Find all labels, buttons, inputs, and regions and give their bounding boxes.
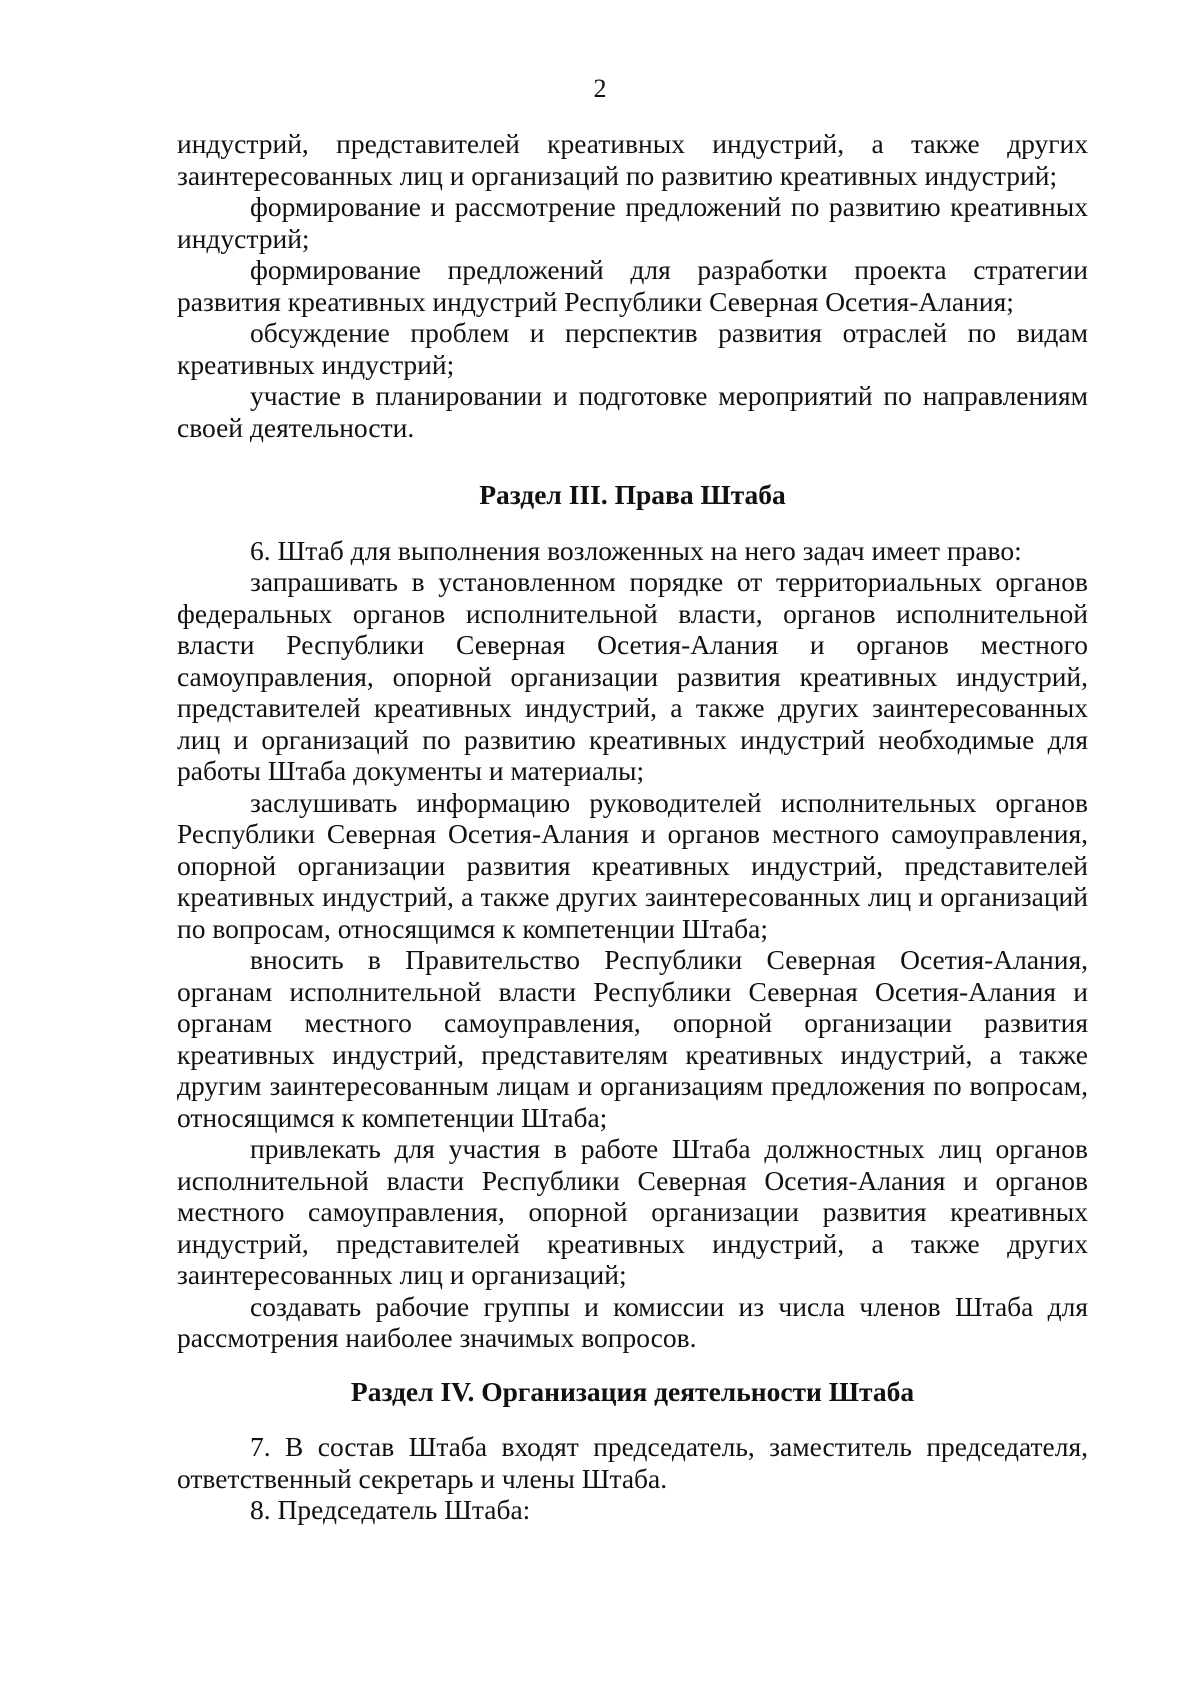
paragraph: индустрий, представителей креативных индустрий, а также других заинтересованных лиц и организаций по развитию креативных индустрий; [177, 128, 1088, 191]
paragraph: 6. Штаб для выполнения возложенных на него задач имеет право: [250, 534, 1022, 566]
page-number: 2 [593, 74, 607, 103]
paragraph: формирование и рассмотрение предложений по развитию креативных индустрий; [177, 191, 1088, 254]
paragraph: заслушивать информацию руководителей исполнительных органов Республики Северная Осетия-Алания и органов местного самоуправления, опорной организации развития креативных индустрий, представителей креативных индустрий, а также других заинтересованных лиц и организаций по вопросам, относящимся к компетенции Штаба; [177, 786, 1088, 944]
paragraph: формирование предложений для разработки проекта стратегии развития креативных индустрий Республики Северная Осетия-Алания; [177, 254, 1088, 317]
section-heading: Раздел III. Права Штаба [479, 479, 786, 510]
paragraph: вносить в Правительство Республики Северная Осетия-Алания, органам исполнительной власти Республики Северная Осетия-Алания и органам местного самоуправления, опорной организации развития креативных индустрий, представителям креативных индустрий, а также другим заинтересованным лицам и организациям предложения по вопросам, относящимся к компетенции Штаба; [177, 944, 1088, 1133]
paragraph: обсуждение проблем и перспектив развития отраслей по видам креативных индустрий; [177, 317, 1088, 380]
section-heading: Раздел IV. Организация деятельности Штаба [350, 1375, 915, 1407]
paragraph: 8. Председатель Штаба: [250, 1494, 531, 1525]
paragraph: запрашивать в установленном порядке от территориальных органов федеральных органов исполнительной власти, органов исполнительной власти Республики Северная Осетия-Алания и органов местного самоуправления, опорной организации развития креативных индустрий, представителей креативных индустрий, а также других заинтересованных лиц и организаций по развитию креативных индустрий необходимые для работы Штаба документы и материалы; [177, 566, 1088, 786]
paragraph: привлекать для участия в работе Штаба должностных лиц органов исполнительной власти Республики Северная Осетия-Алания и органов местного самоуправления, опорной организации развития креативных индустрий, представителей креативных индустрий, а также других заинтересованных лиц и организаций; [177, 1133, 1088, 1290]
document-body [177, 128, 1088, 1526]
paragraph: участие в планировании и подготовке мероприятий по направлениям своей деятельности. [177, 380, 1088, 443]
paragraph: создавать рабочие группы и комиссии из числа членов Штаба для рассмотрения наиболее значимых вопросов. [177, 1290, 1088, 1353]
paragraph: 7. В состав Штаба входят председатель, заместитель председателя, ответственный секретарь и члены Штаба. [177, 1431, 1088, 1494]
